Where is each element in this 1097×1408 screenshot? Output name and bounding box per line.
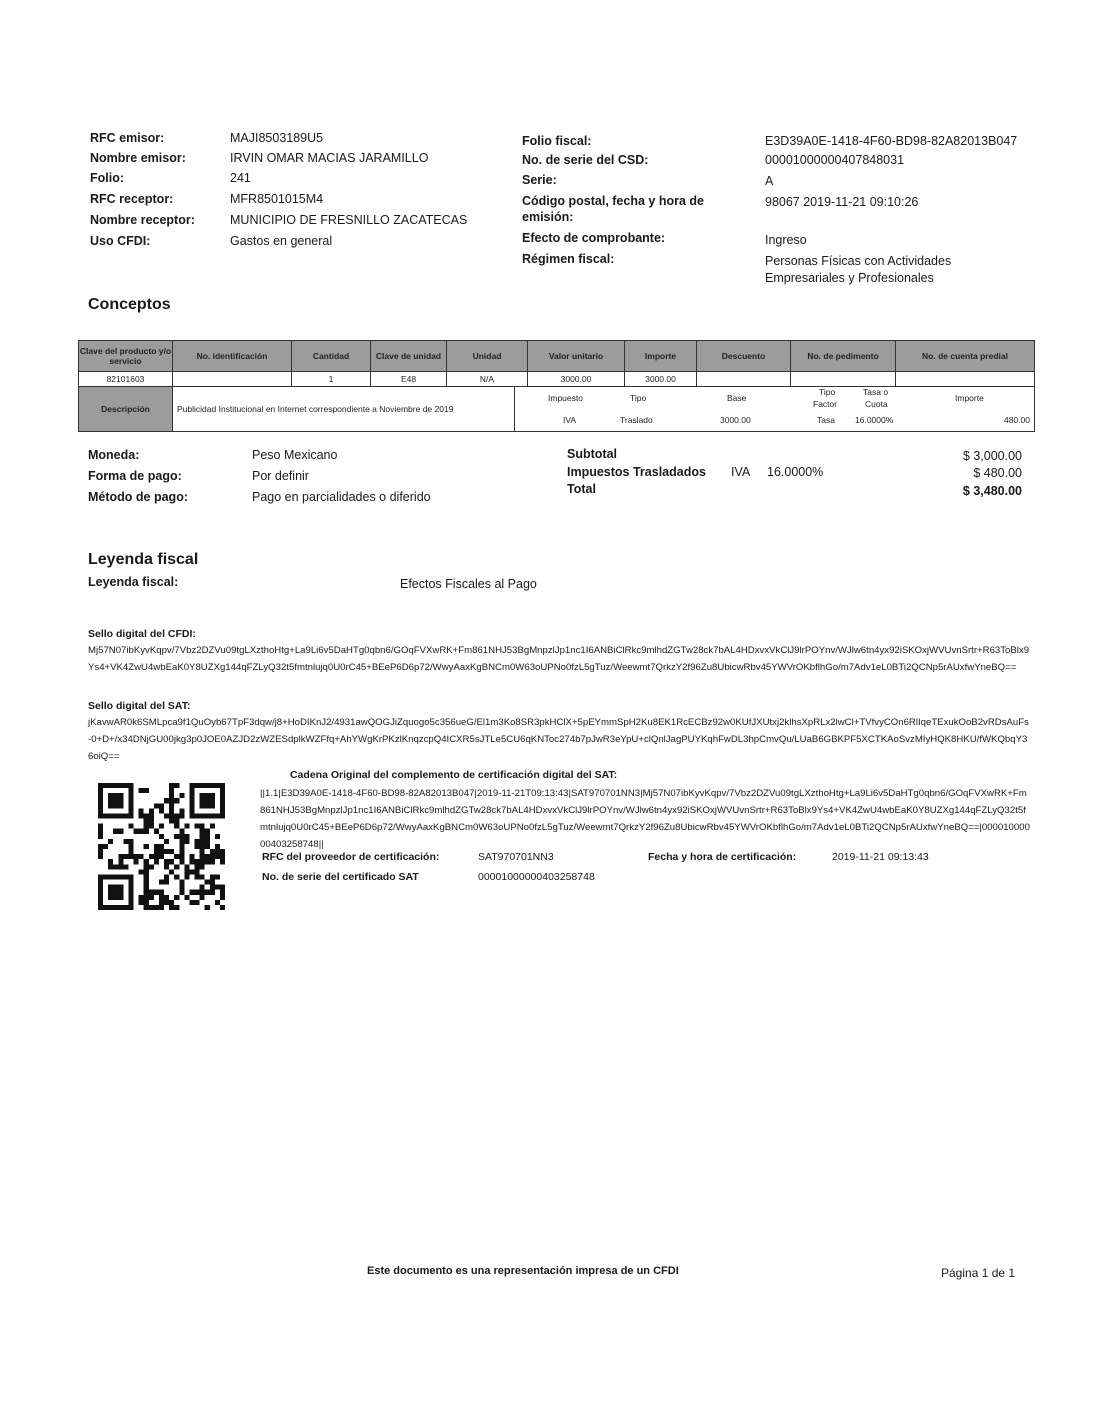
nombre-receptor-label: Nombre receptor: [90,213,195,227]
cp-fecha-value: 98067 2019-11-21 09:10:26 [765,195,919,209]
rfc-emisor-label: RFC emisor: [90,131,165,145]
regimen-value-2: Empresariales y Profesionales [765,271,934,285]
leyenda-label: Leyenda fiscal: [88,575,179,589]
header-no-pedimento: No. de pedimento [791,341,896,371]
rfc-emisor-value: MAJI8503189U5 [230,131,324,145]
moneda-value: Peso Mexicano [252,448,338,462]
cell-descuento [697,372,791,386]
tax-header-tasa-2: Cuota [865,399,888,409]
rfc-proveedor-value: SAT970701NN3 [478,851,554,863]
sello-cfdi-label: Sello digital del CFDI: [88,628,196,640]
regimen-label: Régimen fiscal: [522,252,615,266]
header-clave-unidad: Clave de unidad [371,341,447,371]
efecto-value: Ingreso [765,233,807,247]
sello-sat-value: jKavwAR0k6SMLpca9f1QuOyb67TpF3dqw/j8+HoDIKnJ2/4931awQOGJiZquogo5c356ueG/El1m3Ko8SR3pkHClX+5pEYmmSpH2Ku8EK1RcECBz92w0KUfJXUtxj2klhsXpRLx2lwCl+TVfvyCOn6RlIqeTExukOoB2vRDsAuFs-0+D+/x34DNjGU00jkg3p0JOE0AZJD2zWZESdplkWZFfq+AhYWgKrPKzlKnqzcpQ4ICXR5sJTLe5CU6qKNToc274b7pJwR3eYpU+clQnlJagPUYKqhFwDL3hpCmvQu/LUaB6GBKPF5XCTKAoSvzMIyHQK8HKU/fWKQbqY36oiQ== [88,717,1029,762]
fecha-certificacion-value: 2019-11-21 09:13:43 [832,851,929,863]
impuestos-detalle [515,387,1034,431]
cell-cuenta-predial [896,372,1034,386]
serie-certificado-sat-label: No. de serie del certificado SAT [262,871,419,883]
conceptos-title: Conceptos [88,296,171,313]
descripcion-value: Publicidad Institucional en Internet correspondiente a Noviembre de 2019 [173,387,515,431]
impuestos-tasa: 16.0000% [767,465,824,479]
tax-base: 3000.00 [720,415,751,425]
tax-header-tipo-factor-2: Factor [813,399,838,409]
folio-fiscal-value: E3D39A0E-1418-4F60-BD98-82A82013B047 [765,134,1018,148]
uso-cfdi-label: Uso CFDI: [90,234,151,248]
serie-value: A [765,174,774,188]
tax-importe: 480.00 [1004,415,1030,425]
tax-impuesto: IVA [563,415,577,425]
cp-fecha-label: Código postal, fecha y hora de [522,194,704,208]
sello-sat-label: Sello digital del SAT: [88,700,191,712]
cadena-original-label: Cadena Original del complemento de certificación digital del SAT: [290,769,618,781]
tax-tipo-factor: Tasa [817,415,835,425]
serie-certificado-sat-value: 00001000000403258748 [478,871,595,883]
cell-unidad: N/A [447,372,528,386]
conceptos-table [78,340,1035,432]
tax-header-base: Base [727,393,747,403]
tax-header-tipo-factor: Tipo [819,387,836,397]
nombre-receptor-value: MUNICIPIO DE FRESNILLO ZACATECAS [230,213,468,227]
tax-tasa: 16.0000% [855,415,894,425]
descripcion-row [79,387,1034,431]
header-cuenta-predial: No. de cuenta predial [922,351,1008,361]
total-value: $ 3,480.00 [962,484,1022,498]
leyenda-value: Efectos Fiscales al Pago [400,577,537,591]
cell-importe: 3000.00 [625,372,697,386]
header-cantidad: Cantidad [292,341,371,371]
fecha-certificacion-label: Fecha y hora de certificación: [648,851,797,863]
header-unidad: Unidad [447,341,528,371]
table-row [79,372,1034,387]
cell-clave-unidad: E48 [371,372,447,386]
impuestos-value: $ 480.00 [973,466,1022,480]
sello-cfdi-value: Mj57N07ibKyvKqpv/7Vbz2DZVu09tgLXzthoHtg+La9Li6v5DaHTg0qbn6/GOqFVXwRK+Fm861NHJ53BgMnpzlJp1nc1I6ANBiClRkc9mlhdZGTw28ck7bAL4HDxvxVkClJ9lrPOYnv/WJlw6tn4yx92iSKOxjWVUvnSrtr+R63ToBlx9Ys4+VK4ZwU4wbEaK0Y8UZXg144qFZLyQ32t5fmtnlujq0U0rC45+BEeP6D6p72/WwyAaxKgBNCm0W63oUPNo0fzL5gTuz/Weewmt7QrkzY2f96Zu8UbicwRbv45YWVrOKbflhGo/m7Adv1eL0BTi2QCNp5rAUxfwYneBQ== [88,645,1030,673]
folio-fiscal-label: Folio fiscal: [522,134,592,148]
header-descuento: Descuento [697,341,791,371]
tax-header-tasa: Tasa o [863,387,889,397]
descripcion-label: Descripción [79,387,173,431]
impuestos-trasladados-label: Impuestos Trasladados [567,465,706,479]
header-clave-producto: Clave del producto y/o servicio [79,341,173,371]
cell-clave-producto: 82101603 [79,372,173,386]
tax-header-tipo: Tipo [630,393,647,403]
table-header-row [79,341,1034,372]
forma-pago-label: Forma de pago: [88,469,182,483]
tax-header-impuesto: Impuesto [548,393,583,403]
cell-no-identificacion [173,372,292,386]
nombre-emisor-label: Nombre emisor: [90,151,186,165]
regimen-value: Personas Físicas con Actividades [765,254,952,268]
cell-valor-unitario: 3000.00 [528,372,625,386]
metodo-pago-label: Método de pago: [88,490,188,504]
cp-fecha-label-2: emisión: [522,210,574,224]
cadena-original-value: ||1.1|E3D39A0E-1418-4F60-BD98-82A82013B047|2019-11-21T09:13:43|SAT970701NN3|Mj57N07ibKyvKqpv/7Vbz2DZVu09tgLXzthoHtg+La9Li6v5DaHTg0qbn6/GOqFVXwRK+Fm861NHJ53BgMnpzlJp1nc1I6ANBiClRkc9mlhdZGTw28ck7bAL4HDxvxVkClJ9lrPOYnv/WJlw6tn4yx92iSKOxjWVUvnSrtr+R63ToBlx9Ys4+VK4ZwU4wbEaK0Y8UZXg144qFZLyQ32t5fmtnlujq0U0rC45+BEeP6D6p72/WwyAaxKgBNCm0W63oUPNo0fzL5gTuz/Weewmt7QrkzY2f96Zu8UbicwRbv45YWVrOKbflhGo/m7Adv1eL0BTi2QCNp5rAUxfwYneBQ==|00001000000403258748|| [260,788,1030,850]
header-importe: Importe [625,341,697,371]
subtotal-value: $ 3,000.00 [962,449,1022,463]
forma-pago-value: Por definir [252,469,309,483]
uso-cfdi-value: Gastos en general [230,234,333,248]
cell-no-pedimento [791,372,896,386]
metodo-pago-value: Pago en parcialidades o diferido [252,490,431,504]
efecto-label: Efecto de comprobante: [522,231,666,245]
nombre-emisor-value: IRVIN OMAR MACIAS JARAMILLO [230,151,429,165]
tax-tipo: Traslado [620,415,653,425]
rfc-receptor-label: RFC receptor: [90,192,174,206]
tax-header-importe: Importe [955,393,984,403]
serie-label: Serie: [522,173,557,187]
leyenda-title: Leyenda fiscal [88,551,199,568]
subtotal-label: Subtotal [567,447,617,461]
qr-code [98,783,225,910]
header-valor-unitario: Valor unitario [528,341,625,371]
footer-nota: Este documento es una representación impresa de un CFDI [367,1265,679,1277]
footer-pagina: Página 1 de 1 [941,1266,1016,1280]
moneda-label: Moneda: [88,448,140,462]
folio-value: 241 [230,171,251,185]
impuestos-tipo: IVA [731,465,751,479]
cell-cantidad: 1 [292,372,371,386]
rfc-receptor-value: MFR8501015M4 [230,192,324,206]
header-no-identificacion: No. identificación [173,341,292,371]
rfc-proveedor-label: RFC del proveedor de certificación: [262,851,440,863]
folio-label: Folio: [90,171,125,185]
serie-csd-value: 00001000000407848031 [765,153,905,167]
total-label: Total [567,482,596,496]
serie-csd-label: No. de serie del CSD: [522,153,649,167]
